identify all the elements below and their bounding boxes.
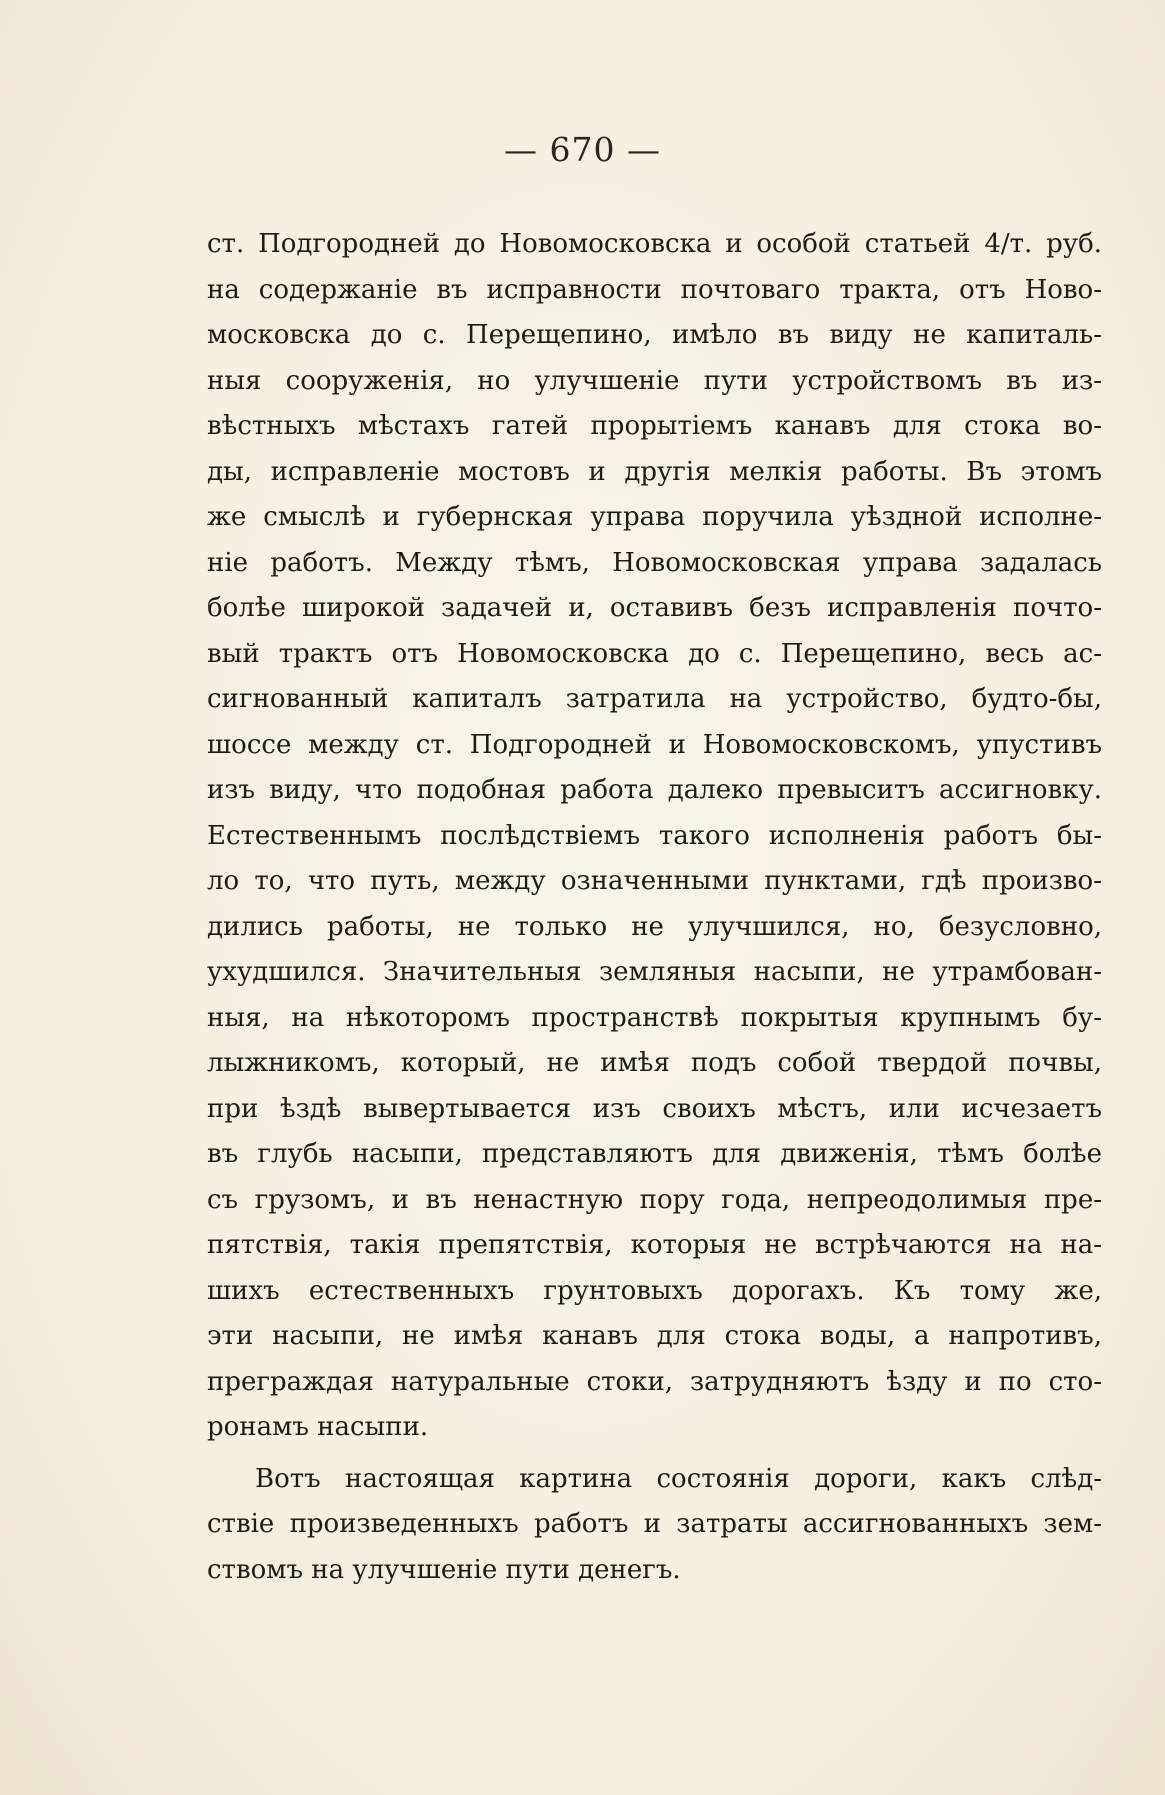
text-line: шоссе между ст. Подгородней и Новомосковскомъ, упустивъ (207, 729, 1102, 760)
text-line: сигнованный капиталъ затратила на устройство, будто-бы, (207, 684, 1102, 714)
text-line: лыжникомъ, который, не имѣя подъ собой твердой почвы, (207, 1048, 1102, 1078)
text-line: ды, исправленіе мостовъ и другія мелкія работы. Въ этомъ (207, 456, 1102, 487)
page-number: — 670 — (504, 130, 661, 169)
text-line: московска до с. Перещепино, имѣло въ виду не капиталь- (207, 320, 1102, 350)
text-line: изъ виду, что подобная работа далеко превыситъ ассигновку. (207, 775, 1102, 805)
text-line: въ глубь насыпи, представляютъ для движенія, тѣмъ болѣе (207, 1139, 1102, 1169)
text-line: дились работы, не только не улучшился, но, безусловно, (207, 911, 1102, 942)
text-line: ухудшился. Значительныя земляныя насыпи, не утрамбован- (207, 957, 1102, 987)
text-line: ныя, на нѣкоторомъ пространствѣ покрытыя крупнымъ бу- (207, 1002, 1102, 1033)
text-line: ло то, что путь, между означенными пунктами, гдѣ произво- (207, 866, 1102, 896)
paragraph-line: ствомъ на улучшеніе пути денегъ. (207, 1554, 681, 1585)
text-line: на содержаніе въ исправности почтоваго тракта, отъ Ново- (207, 274, 1102, 305)
body-text (207, 222, 1102, 1593)
text-line: преграждая натуральные стоки, затрудняютъ ѣзду и по сто- (207, 1366, 1102, 1397)
text-line: болѣе широкой задачей и, оставивъ безъ исправленія почто- (207, 593, 1102, 623)
paragraph-line: Вотъ настоящая картина состоянія дороги, какъ слѣд- (255, 1463, 1102, 1494)
text-line: вѣстныхъ мѣстахъ гатей прорытіемъ канавъ для стока во- (207, 411, 1102, 441)
text-line: съ грузомъ, и въ ненастную пору года, непреодолимыя пре- (207, 1184, 1102, 1215)
text-line: ныя сооруженія, но улучшеніе пути устройствомъ въ из- (207, 365, 1102, 396)
text-line: эти насыпи, не имѣя канавъ для стока воды, а напротивъ, (207, 1321, 1102, 1351)
paragraph-line: ствіе произведенныхъ работъ и затраты ассигнованныхъ зем- (207, 1509, 1102, 1539)
text-line: пятствія, такія препятствія, которыя не встрѣчаются на на- (207, 1230, 1102, 1260)
text-line: вый трактъ отъ Новомосковска до с. Перещепино, весь ас- (207, 638, 1102, 669)
text-line: шихъ естественныхъ грунтовыхъ дорогахъ. Къ тому же, (207, 1275, 1102, 1306)
text-line: Естественнымъ послѣдствіемъ такого исполненія работъ бы- (207, 820, 1102, 851)
text-line: ст. Подгородней до Новомосковска и особой статьей 4/т. руб. (207, 229, 1102, 259)
text-line: при ѣздѣ вывертывается изъ своихъ мѣстъ, или исчезаетъ (207, 1093, 1102, 1124)
text-line: же смыслѣ и губернская управа поручила уѣздной исполне- (207, 502, 1102, 532)
text-line: ронамъ насыпи. (207, 1412, 429, 1442)
text-line: ніе работъ. Между тѣмъ, Новомосковская управа задалась (207, 547, 1102, 578)
